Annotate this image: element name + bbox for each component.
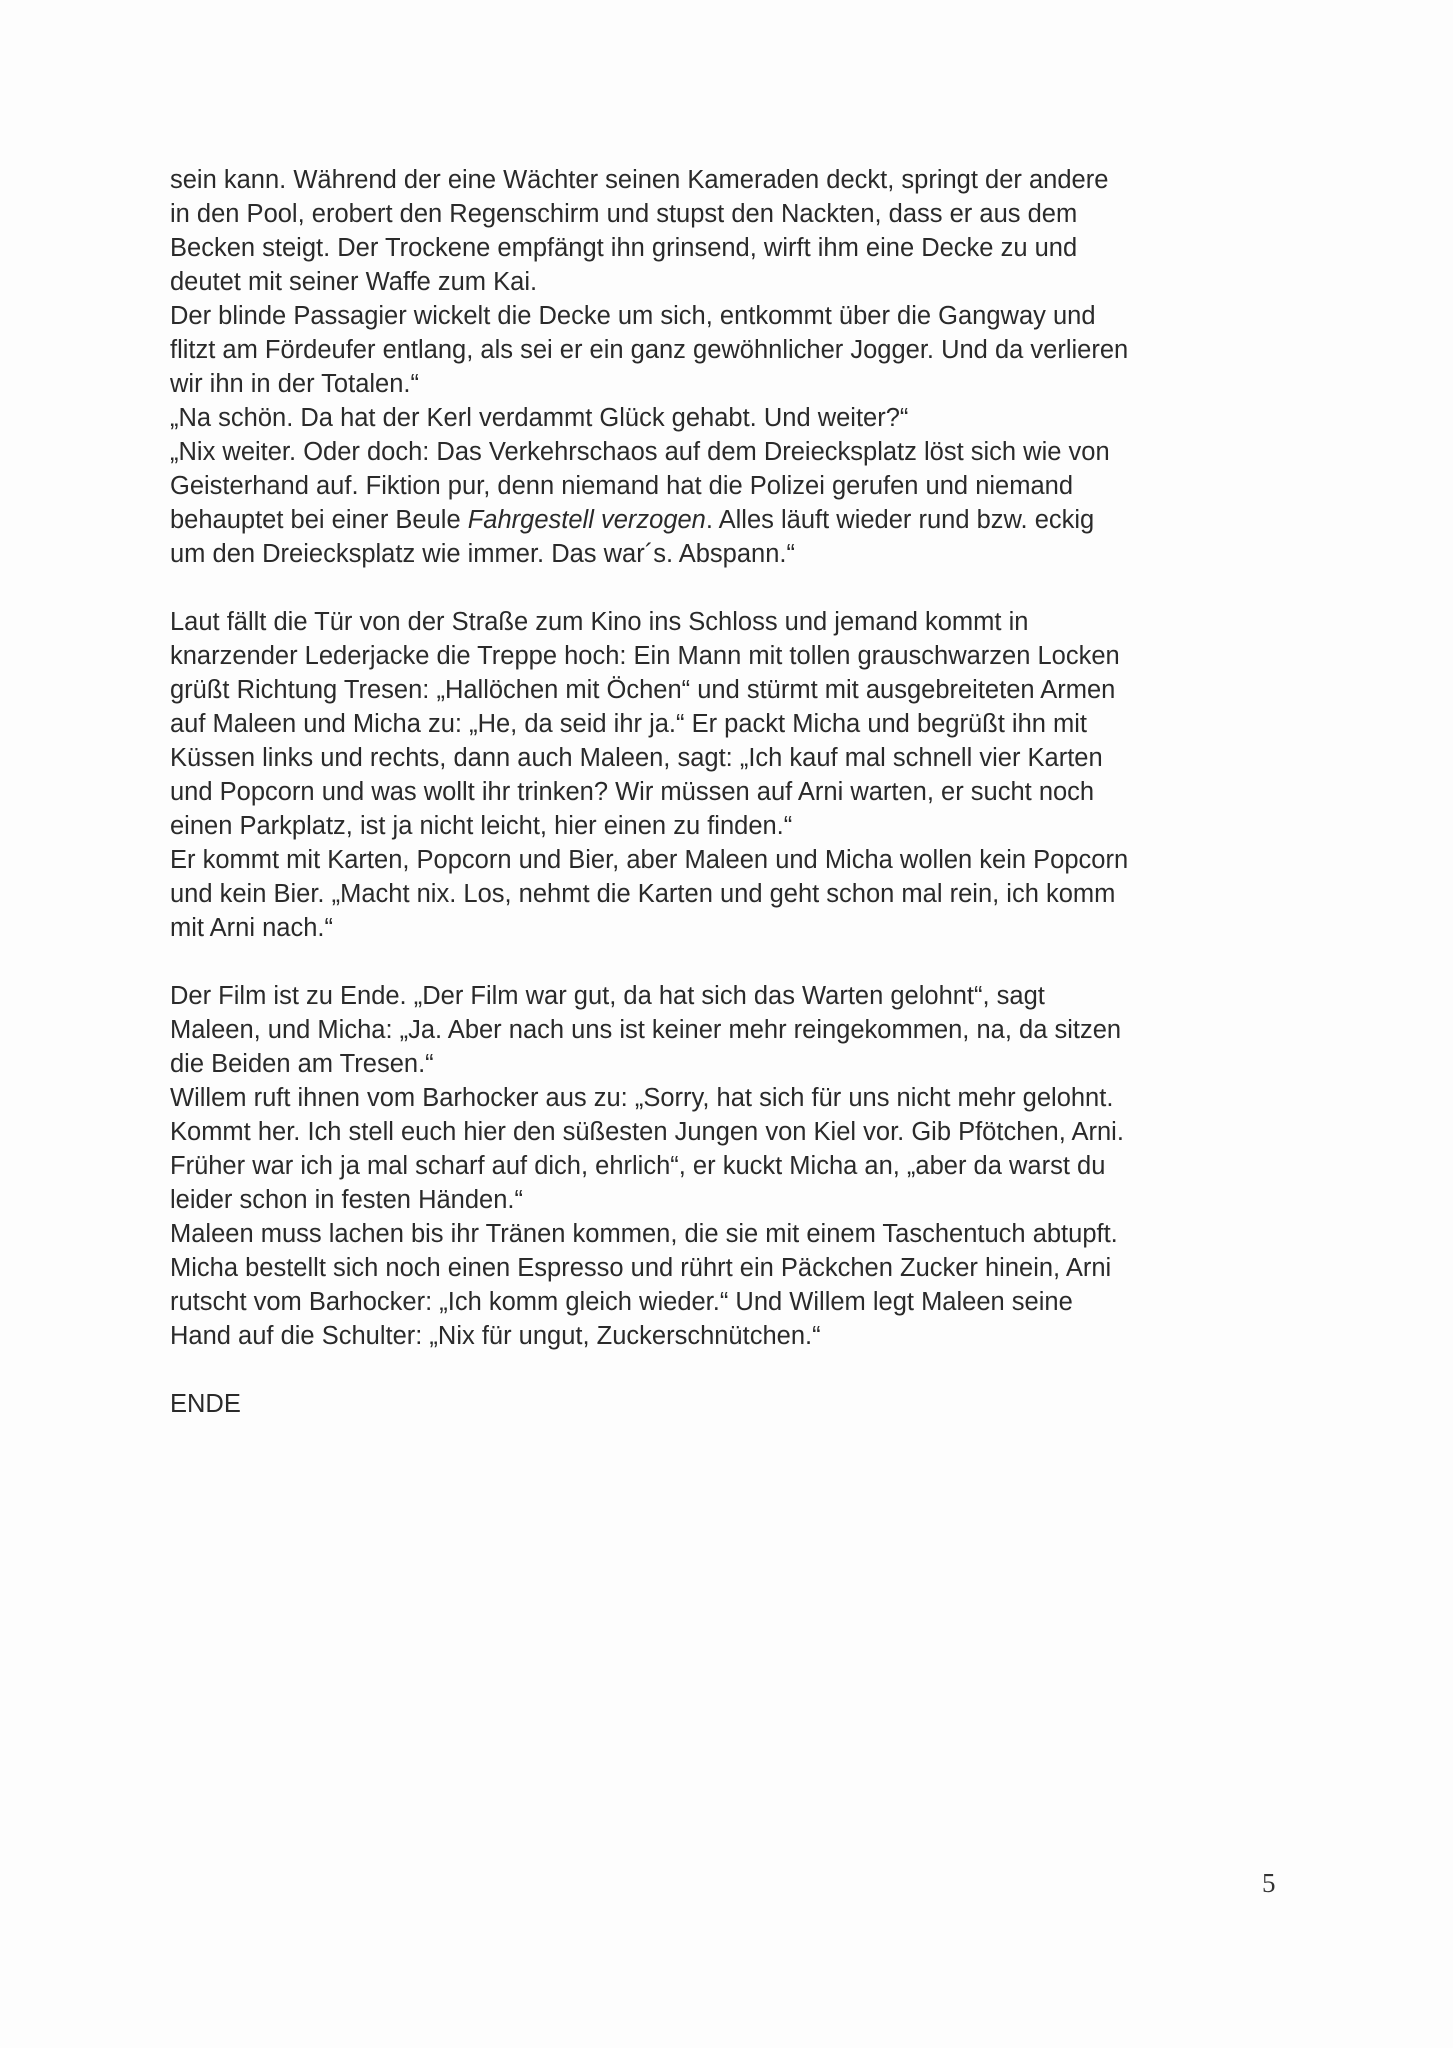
paragraph-gap [170, 945, 1300, 979]
paragraph-2 [170, 299, 1300, 401]
text-line: wir ihn in der Totalen.“ [170, 370, 419, 398]
paragraph-5 [170, 605, 1300, 843]
text-line: in den Pool, erobert den Regenschirm und stupst den Nackten, dass er aus dem [170, 200, 1078, 228]
text-line: auf Maleen und Micha zu: „He, da seid ihr ja.“ Er packt Micha und begrüßt ihn mit [170, 710, 1088, 738]
text-line: Laut fällt die Tür von der Straße zum Kino ins Schloss und jemand kommt in [170, 608, 1029, 636]
italic-phrase: Fahrgestell verzogen [467, 506, 706, 534]
text-line: ENDE [170, 1390, 241, 1418]
text-segment: behauptet bei einer Beule [170, 506, 468, 534]
text-line: Willem ruft ihnen vom Barhocker aus zu: „Sorry, hat sich für uns nicht mehr gelohnt. [170, 1084, 1114, 1112]
body-text [170, 163, 1300, 1421]
text-line: grüßt Richtung Tresen: „Hallöchen mit Öchen“ und stürmt mit ausgebreiteten Armen [170, 676, 1116, 704]
text-line: flitzt am Fördeufer entlang, als sei er ein ganz gewöhnlicher Jogger. Und da verlieren [170, 336, 1129, 364]
text-line: Er kommt mit Karten, Popcorn und Bier, aber Maleen und Micha wollen kein Popcorn [170, 846, 1129, 874]
text-line: „Na schön. Da hat der Kerl verdammt Glück gehabt. Und weiter?“ [170, 404, 909, 432]
paragraph-6 [170, 843, 1300, 945]
text-line: „Nix weiter. Oder doch: Das Verkehrschaos auf dem Dreiecksplatz löst sich wie von [170, 438, 1110, 466]
text-line: Becken steigt. Der Trockene empfängt ihn grinsend, wirft ihm eine Decke zu und [170, 234, 1078, 262]
paragraph-1 [170, 163, 1300, 299]
text-line: Maleen, und Micha: „Ja. Aber nach uns ist keiner mehr reingekommen, na, da sitzen [170, 1016, 1122, 1044]
text-line: einen Parkplatz, ist ja nicht leicht, hier einen zu finden.“ [170, 812, 793, 840]
paragraph-4 [170, 435, 1300, 571]
page-number: 5 [1262, 1868, 1276, 1898]
text-line: knarzender Lederjacke die Treppe hoch: Ein Mann mit tollen grauschwarzen Locken [170, 642, 1120, 670]
text-segment: . Alles läuft wieder rund bzw. eckig [705, 506, 1095, 534]
paragraph-gap [170, 571, 1300, 605]
text-line: sein kann. Während der eine Wächter seinen Kameraden deckt, springt der andere [170, 166, 1109, 194]
paragraph-gap [170, 1353, 1300, 1387]
text-line: mit Arni nach.“ [170, 914, 333, 942]
text-line: Maleen muss lachen bis ihr Tränen kommen, die sie mit einem Taschentuch abtupft. [170, 1220, 1118, 1248]
text-line: um den Dreiecksplatz wie immer. Das war´s. Abspann.“ [170, 540, 795, 568]
text-line: und Popcorn und was wollt ihr trinken? Wir müssen auf Arni warten, er sucht noch [170, 778, 1095, 806]
text-line: deutet mit seiner Waffe zum Kai. [170, 268, 538, 296]
text-line: die Beiden am Tresen.“ [170, 1050, 434, 1078]
text-line: rutscht vom Barhocker: „Ich komm gleich wieder.“ Und Willem legt Maleen seine [170, 1288, 1073, 1316]
text-line: Micha bestellt sich noch einen Espresso und rührt ein Päckchen Zucker hinein, Arni [170, 1254, 1112, 1282]
paragraph-7 [170, 979, 1300, 1081]
text-line: leider schon in festen Händen.“ [170, 1186, 523, 1214]
text-line: und kein Bier. „Macht nix. Los, nehmt die Karten und geht schon mal rein, ich komm [170, 880, 1116, 908]
text-line: Früher war ich ja mal scharf auf dich, ehrlich“, er kuckt Micha an, „aber da warst du [170, 1152, 1106, 1180]
text-line: Der Film ist zu Ende. „Der Film war gut, da hat sich das Warten gelohnt“, sagt [170, 982, 1045, 1010]
paragraph-3 [170, 401, 1300, 435]
paragraph-10-ende [170, 1387, 1300, 1421]
text-line: Geisterhand auf. Fiktion pur, denn niemand hat die Polizei gerufen und niemand [170, 472, 1074, 500]
text-line: Der blinde Passagier wickelt die Decke um sich, entkommt über die Gangway und [170, 302, 1096, 330]
text-line: Küssen links und rechts, dann auch Maleen, sagt: „Ich kauf mal schnell vier Karten [170, 744, 1103, 772]
paragraph-9 [170, 1217, 1300, 1353]
text-line: Kommt her. Ich stell euch hier den süßesten Jungen von Kiel vor. Gib Pfötchen, Arni. [170, 1118, 1124, 1146]
paragraph-8 [170, 1081, 1300, 1217]
text-line: Hand auf die Schulter: „Nix für ungut, Zuckerschnütchen.“ [170, 1322, 821, 1350]
text-line [170, 506, 1094, 534]
